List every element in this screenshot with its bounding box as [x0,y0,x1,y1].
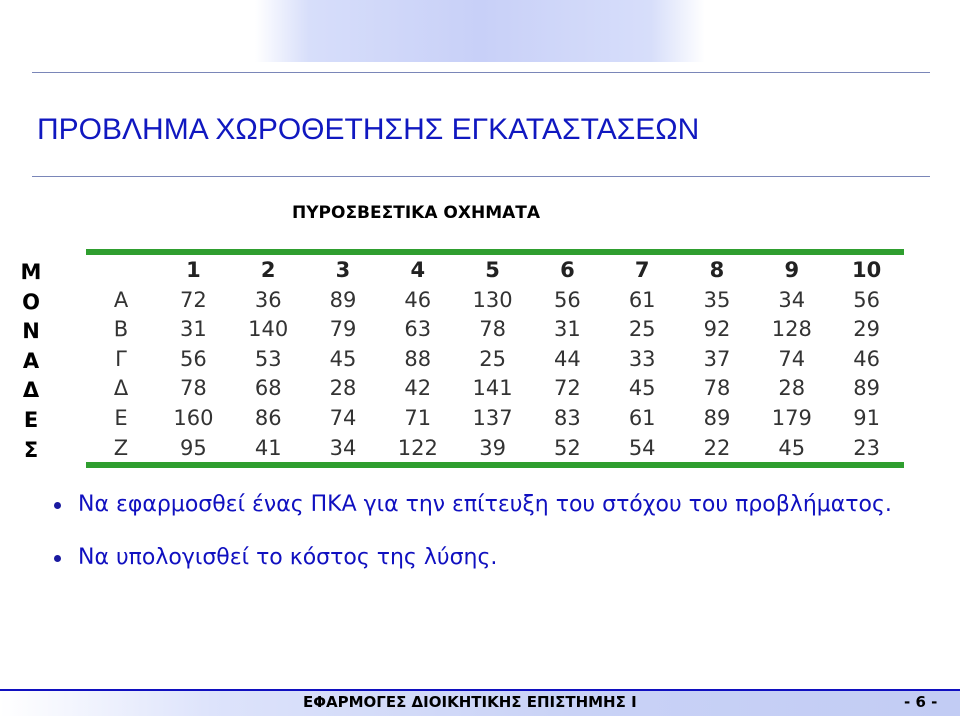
column-header: 8 [709,258,725,282]
table-cell: 29 [853,317,880,342]
table-cell: 61 [628,287,656,312]
table-cell: 41 [254,435,282,460]
corner-cell [86,256,156,286]
table-header-row [86,256,904,286]
table-cell: 46 [853,346,880,371]
table-row [86,315,904,345]
table-cell: 33 [628,346,656,371]
table-cell: 89 [853,376,880,401]
table-bottom-border [86,462,904,468]
table-cell: 95 [180,435,207,460]
row-label: Γ [115,346,127,371]
table-cell: 52 [554,435,581,460]
table-row [86,345,904,375]
table-top-border [86,249,904,255]
table-cell: 28 [329,376,357,401]
table-cell: 160 [173,405,214,430]
table-cell: 179 [771,405,812,430]
table-cell: 89 [329,287,357,312]
table-cell: 78 [479,317,506,342]
table-cell: 61 [628,405,656,430]
table-cell: 28 [778,376,806,401]
table-cell: 72 [180,287,207,312]
table-cell: 53 [254,346,282,371]
table-cell: 130 [472,287,513,312]
table-cell: 91 [853,405,880,430]
column-header: 10 [851,258,882,282]
table-cell: 37 [703,346,731,371]
column-header: 1 [186,258,201,282]
row-label: Δ [113,376,129,401]
table-row [86,374,904,404]
table-cell: 74 [778,346,806,371]
table-cell: 35 [703,287,731,312]
column-header: 2 [260,258,276,282]
table-heading: ΠΥΡΟΣΒΕΣΤΙΚΑ ΟΧΗΜΑΤΑ [292,203,541,223]
bullet-dot-icon [54,555,61,562]
table-cell: 44 [554,346,581,371]
footer-title: ΕΦΑΡΜΟΓΕΣ ΔΙΟΙΚΗΤΙΚΗΣ ΕΠΙΣΤΗΜΗΣ Ι [303,693,637,711]
table-cell: 54 [628,435,656,460]
table-cell: 71 [404,405,432,430]
table-cell: 34 [778,287,806,312]
table-cell: 25 [479,346,506,371]
row-axis-letter: Σ [23,437,39,462]
table-cell: 31 [180,317,207,342]
bullet-text: Να εφαρμοσθεί ένας ΠΚΑ για την επίτευξη του στόχου του προβλήματος. [78,492,892,517]
column-header: 7 [634,258,650,282]
row-axis-letter: Α [22,348,40,373]
column-header: 4 [410,258,426,282]
table-cell: 42 [404,376,432,401]
column-header: 3 [335,258,351,282]
table-cell: 36 [254,287,282,312]
table-cell: 86 [254,405,282,430]
row-label: Α [113,287,129,312]
bullet-list [52,490,922,572]
table-cell: 39 [479,435,506,460]
table-cell: 141 [472,376,513,401]
bullet-item [52,490,922,519]
table-row [86,434,904,464]
table-cell: 72 [554,376,581,401]
table-cell: 25 [628,317,656,342]
header-gradient-band [255,0,705,62]
table-cell: 78 [180,376,207,401]
table-cell: 83 [554,405,581,430]
row-label: Β [113,317,129,342]
table-row [86,404,904,434]
table-cell: 79 [329,317,357,342]
table-cell: 128 [771,317,812,342]
table-cell: 45 [778,435,806,460]
bullet-dot-icon [54,502,61,509]
table-cell: 137 [472,405,513,430]
table-row [86,286,904,316]
table-cell: 22 [703,435,731,460]
bullet-item [52,543,922,572]
row-axis-label [12,258,50,465]
title-divider [32,176,930,177]
cost-table [86,256,904,463]
table-cell: 45 [628,376,656,401]
column-header: 5 [485,258,500,282]
slide-title: ΠΡΟΒΛΗΜΑ ΧΩΡΟΘΕΤΗΣΗΣ ΕΓΚΑΤΑΣΤΑΣΕΩΝ [37,113,700,146]
table-cell: 34 [329,435,357,460]
table-cell: 68 [254,376,282,401]
page-number: - 6 - [904,693,938,711]
column-header: 6 [560,258,575,282]
table-cell: 45 [329,346,357,371]
table-cell: 92 [703,317,731,342]
table-cell: 74 [329,405,357,430]
table-cell: 46 [404,287,432,312]
row-label: Ε [114,405,128,430]
row-label: Ζ [113,435,129,460]
row-axis-letter: Ε [23,407,39,432]
row-axis-letter: Ο [22,289,40,314]
row-axis-letter: Δ [22,378,40,403]
table-cell: 56 [180,346,207,371]
table-cell: 78 [703,376,731,401]
row-axis-letter: Μ [20,260,42,284]
table-cell: 56 [554,287,581,312]
table-cell: 23 [853,435,880,460]
table-cell: 63 [404,317,432,342]
table-cell: 31 [554,317,581,342]
table-cell: 140 [248,317,289,342]
table-cell: 89 [703,405,731,430]
column-header: 9 [784,258,800,282]
top-divider [32,72,930,73]
row-axis-letter: Ν [22,319,40,344]
table-cell: 56 [853,287,880,312]
table-cell: 122 [397,435,438,460]
bullet-text: Να υπολογισθεί το κόστος της λύσης. [78,545,498,570]
table-cell: 88 [404,346,432,371]
